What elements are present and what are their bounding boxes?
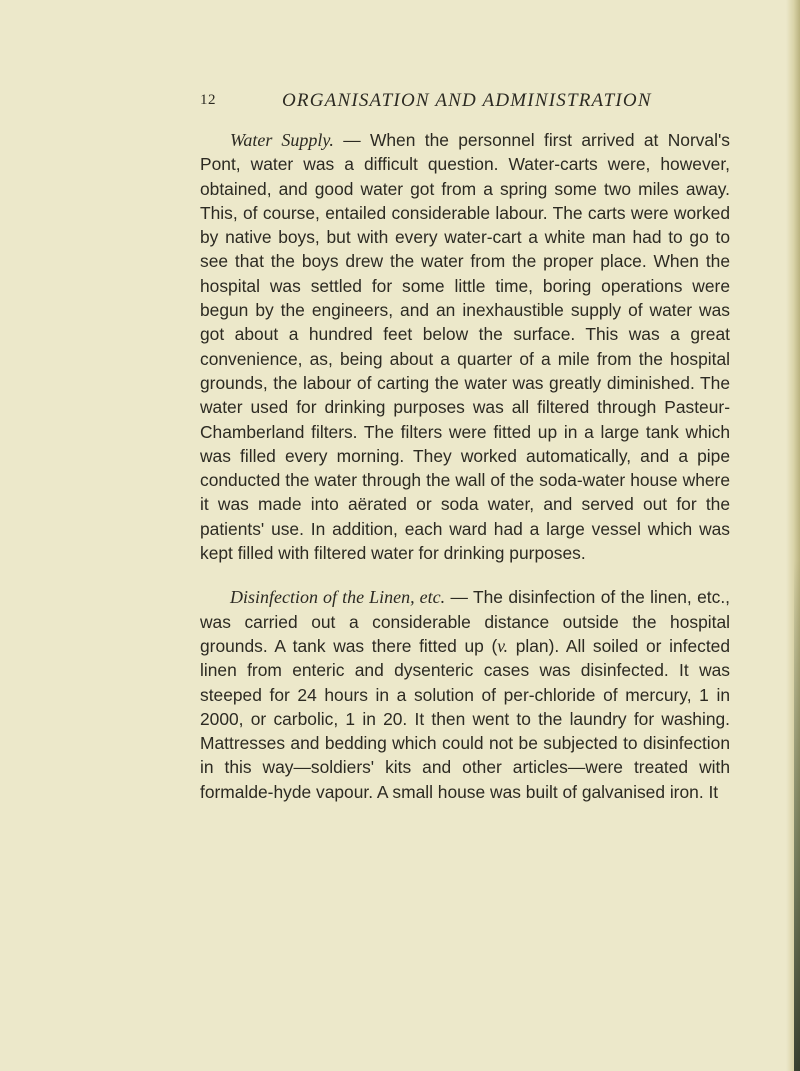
paragraph-text-part-1: The disinfection of the linen, etc., was carried out a considerable distance outside the hospital grounds. A tank was there fitted up ( (200, 587, 730, 656)
section-heading-disinfection: Disinfection of the Linen, etc. (230, 587, 446, 608)
em-dash: — (333, 130, 370, 150)
section-heading-water-supply: Water Supply. (230, 130, 334, 150)
paragraph-text: When the personnel first arrived at Norval's Pont, water was a difficult question. Water-carts were, however, obtained, and good water got from a spring some two miles away. This, of course, entailed considerable labour. The carts were worked by native boys, but with every water-cart a white man had to go to see that the boys drew the water from the proper place. When the hospital was settled for some little time, boring operations were begun by the engineers, and an inexhaustible supply of water was got about a hundred feet below the surface. This was a great convenience, as, being about a quarter of a mile from the hospital grounds, the labour of carting the water was greatly diminished. The water used for drinking purposes was all filtered through Pasteur-Chamberland filters. The filters were fitted up in a large tank which was filled every morning. They worked automatically, and a pipe conducted the water through the wall of the soda-water house where it was made into aërated or soda water, and served out for the patients' use. In addition, each ward had a large vessel which was kept filled with filtered water for drinking purposes. (200, 130, 730, 564)
running-header (200, 92, 760, 116)
plan-reference: v. (497, 635, 509, 656)
running-title: ORGANISATION AND ADMINISTRATION (282, 90, 652, 111)
body-text (200, 128, 730, 804)
binding-edge-stain (794, 560, 800, 1071)
paragraph-text-part-2: plan). All soiled or infected linen from enteric and dysenteric cases was disinfected. It was steeped for 24 hours in a solution of per-chloride of mercury, 1 in 2000, or carbolic, 1 in 20. It then went to the laundry for washing. Mattresses and bedding which could not be subjected to disinfection in this way—soldiers' kits and other articles—were treated with formalde-hyde vapour. A small house was built of galvanised iron. It (200, 635, 731, 802)
paragraph-disinfection (200, 585, 730, 804)
em-dash: — (445, 587, 473, 608)
paragraph-water-supply (200, 128, 730, 565)
page-number: 12 (200, 92, 216, 108)
